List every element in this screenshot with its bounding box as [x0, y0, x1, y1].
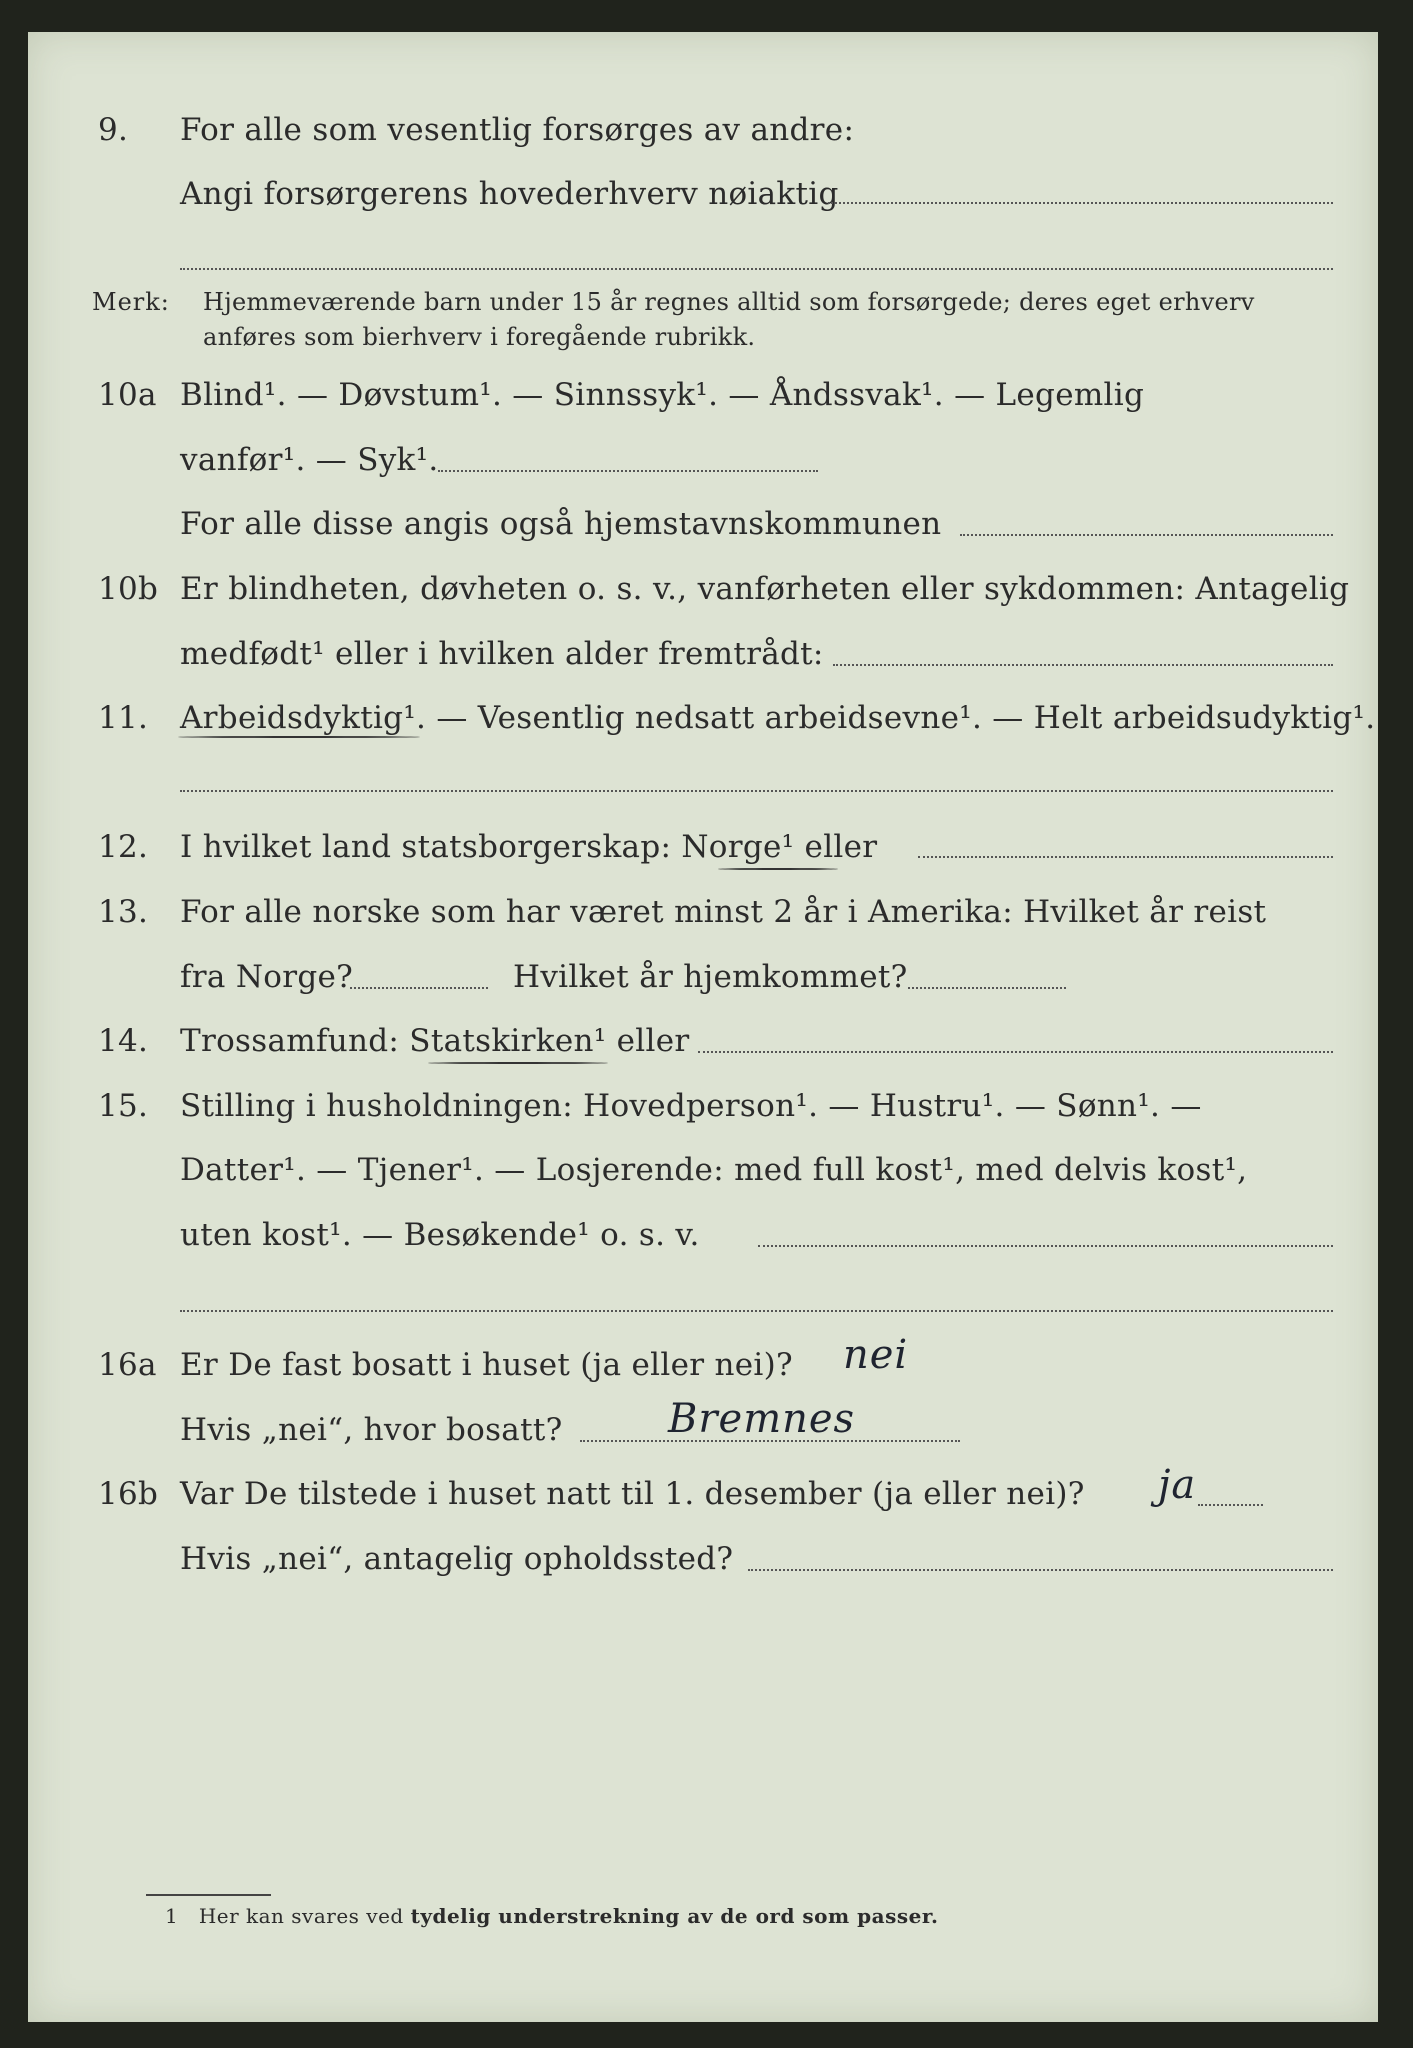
question-text: uten kost¹. — Besøkende¹ o. s. v.	[180, 1217, 700, 1253]
footnote-mark: 1	[165, 1904, 179, 1928]
answer-line	[180, 268, 1333, 270]
handwritten-answer: Bremnes	[668, 1396, 856, 1442]
footnote-bold-text: tydelig understrekning av de ord som passer.	[410, 1904, 939, 1928]
question-text: Var De tilstede i huset natt til 1. desember (ja eller nei)?	[180, 1476, 1085, 1512]
answer-line	[960, 534, 1333, 536]
question-text: For alle disse angis også hjemstavnskommunen	[180, 506, 942, 542]
answer-line	[828, 202, 1333, 204]
question-number: 14.	[98, 1023, 149, 1059]
handwritten-answer: ja	[1158, 1462, 1197, 1508]
question-text: Hvilket år hjemkommet?	[513, 959, 908, 995]
question-text: Er De fast bosatt i huset (ja eller nei)?	[180, 1347, 793, 1383]
answer-line	[1198, 1504, 1263, 1506]
question-text: Angi forsørgerens hovederhverv nøiaktig	[180, 176, 839, 212]
footnote	[165, 1904, 939, 1928]
note-text: anføres som bierhverv i foregående rubrikk.	[203, 323, 756, 351]
question-text: Hvis „nei“, antagelig opholdssted?	[180, 1541, 734, 1577]
question-number: 16b	[98, 1476, 159, 1512]
question-text: fra Norge?	[180, 959, 354, 995]
question-number: 15.	[98, 1088, 149, 1124]
question-number: 16a	[98, 1347, 157, 1383]
question-number: 11.	[98, 700, 149, 736]
answer-line	[180, 1310, 1333, 1312]
question-number: 13.	[98, 894, 149, 930]
question-text: vanfør¹. — Syk¹.	[180, 442, 439, 478]
note-label: Merk:	[92, 288, 170, 316]
answer-line	[833, 664, 1333, 666]
answer-underline	[718, 868, 838, 870]
answer-line	[698, 1051, 1333, 1053]
question-number: 9.	[98, 112, 129, 148]
question-text: For alle norske som har været minst 2 år i Amerika: Hvilket år reist	[180, 894, 1267, 930]
answer-line	[350, 987, 488, 989]
answer-underline	[178, 736, 420, 738]
answer-line	[918, 856, 1333, 858]
question-text: For alle som vesentlig forsørges av andre:	[180, 112, 855, 148]
census-form-page	[28, 32, 1378, 2022]
question-text: Datter¹. — Tjener¹. — Losjerende: med full kost¹, med delvis kost¹,	[180, 1152, 1248, 1188]
question-number: 10b	[98, 571, 159, 607]
answer-line	[438, 470, 818, 472]
answer-line	[758, 1245, 1333, 1247]
question-text: Arbeidsdyktig¹. — Vesentlig nedsatt arbeidsevne¹. — Helt arbeidsudyktig¹.	[180, 700, 1376, 736]
question-text: Er blindheten, døvheten o. s. v., vanførheten eller sykdommen: Antagelig	[180, 571, 1350, 607]
handwritten-answer: nei	[843, 1332, 909, 1378]
question-number: 10a	[98, 377, 157, 413]
question-text: Stilling i husholdningen: Hovedperson¹. — Hustru¹. — Sønn¹. —	[180, 1088, 1202, 1124]
question-text: Hvis „nei“, hvor bosatt?	[180, 1412, 563, 1448]
question-number: 12.	[98, 829, 149, 865]
answer-line	[908, 987, 1066, 989]
footnote-rule	[146, 1894, 271, 1896]
answer-underline	[428, 1062, 608, 1064]
question-text: Blind¹. — Døvstum¹. — Sinnssyk¹. — Åndssvak¹. — Legemlig	[180, 377, 1145, 413]
question-text: I hvilket land statsborgerskap: Norge¹ eller	[180, 829, 878, 865]
question-text: medfødt¹ eller i hvilken alder fremtrådt:	[180, 636, 824, 672]
question-text: Trossamfund: Statskirken¹ eller	[180, 1023, 690, 1059]
note-text: Hjemmeværende barn under 15 år regnes alltid som forsørgede; deres eget erhverv	[203, 288, 1255, 316]
answer-line	[748, 1569, 1333, 1571]
footnote-text: Her kan svares ved	[198, 1904, 404, 1928]
answer-line	[180, 790, 1333, 792]
